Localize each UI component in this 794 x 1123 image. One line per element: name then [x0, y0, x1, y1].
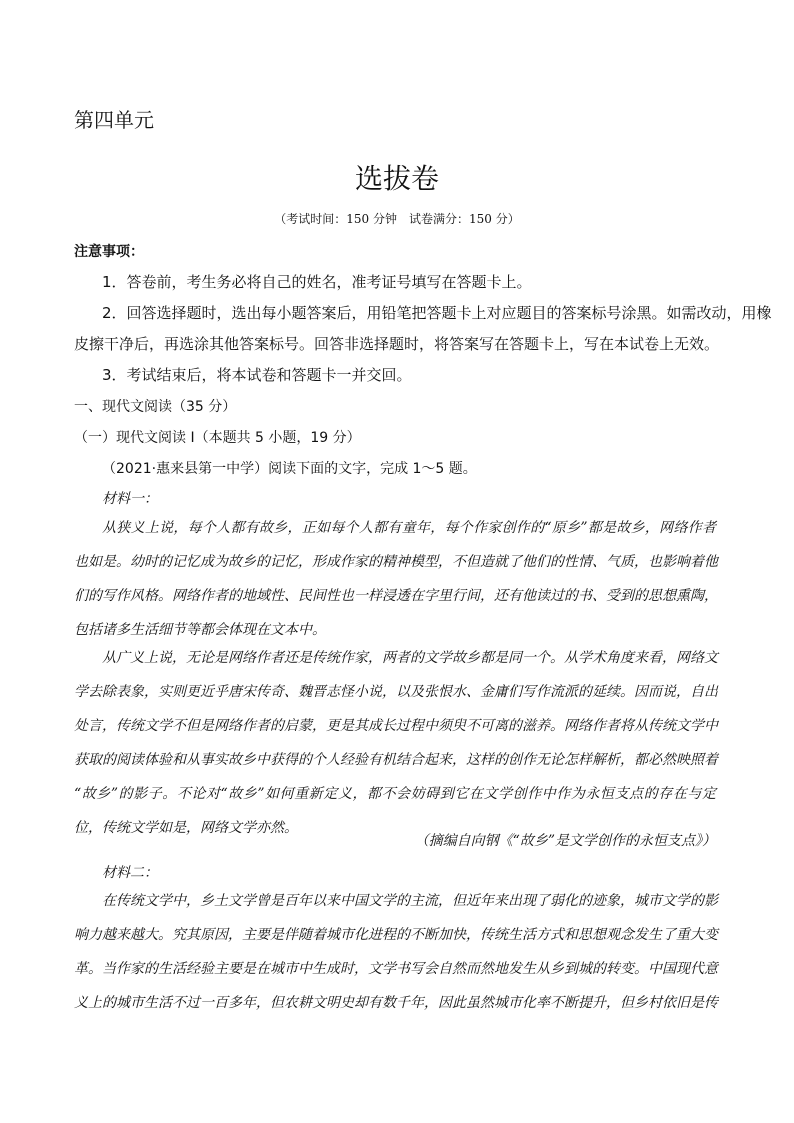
section-subheading: （一）现代文阅读 I（本题共 5 小题，19 分） [74, 430, 361, 446]
text-line: 处言，传统文学不但是网络作者的启蒙，更是其成长过程中须臾不可离的滋养。网络作者将从传统文学中 [74, 718, 718, 734]
material-label: 材料一： [102, 491, 158, 507]
source-citation: （摘编自向钢《“故乡”是文学创作的永恒支点》） [414, 833, 716, 849]
material2-paragraph [74, 884, 716, 1020]
text-line: 们的写作风格。网络作者的地域性、民间性也一样浸透在字里行间，还有他读过的书、受到的思想熏陶， [74, 588, 718, 604]
text-line: 学去除表象，实则更近乎唐宋传奇、魏晋志怪小说，以及张恨水、金庸们写作流派的延续。因而说，自出 [74, 684, 718, 700]
text-line: 包括诸多生活细节等都会体现在文本中。 [74, 622, 326, 638]
text-line: 革。当作家的生活经验主要是在城市中生成时，文学书写会自然而然地发生从乡到城的转变。中国现代意 [74, 961, 718, 977]
material1-paragraph [74, 511, 716, 647]
exam-info: （考试时间：150 分钟 试卷满分：150 分） [274, 212, 520, 226]
material-label: 材料二： [102, 865, 158, 881]
text-line: 在传统文学中，乡土文学曾是百年以来中国文学的主流，但近年来出现了弱化的迹象，城市文学的影 [102, 893, 718, 909]
text-line: 义上的城市生活不过一百多年，但农耕文明史却有数千年，因此虽然城市化率不断提升，但乡村依旧是传 [74, 995, 718, 1011]
text-line: 获取的阅读体验和从事实故乡中获得的个人经验有机结合起来，这样的创作无论怎样解析，都必然映照着 [74, 752, 718, 768]
text-line: 从广义上说，无论是网络作者还是传统作家，两者的文学故乡都是同一个。从学术角度来看，网络文 [102, 650, 718, 666]
section-heading: 一、现代文阅读（35 分） [74, 399, 237, 415]
material1-paragraph [74, 641, 716, 845]
text-line: “故乡”的影子。不论对“故乡”如何重新定义，都不会妨碍到它在文学创作中作为永恒支点的存在与定 [74, 786, 716, 802]
page-title: 选拔卷 [354, 162, 439, 195]
text-line: 响力越来越大。究其原因，主要是伴随着城市化进程的不断加快，传统生活方式和思想观念发生了重大变 [74, 927, 718, 943]
notes-heading: 注意事项： [74, 244, 144, 260]
text-line: 位，传统文学如是，网络文学亦然。 [74, 820, 298, 836]
text-line: 从狭义上说，每个人都有故乡，正如每个人都有童年，每个作家创作的“原乡”都是故乡，网络作者 [102, 520, 716, 536]
note-item: 2．回答选择题时，选出每小题答案后，用铅笔把答题卡上对应题目的答案标号涂黑。如需改动，用橡 [102, 304, 772, 322]
unit-label: 第四单元 [74, 108, 154, 132]
text-line: 也如是。幼时的记忆成为故乡的记忆，形成作家的精神模型，不但造就了他们的性情、气质，也影响着他 [74, 554, 718, 570]
note-item: 皮擦干净后，再选涂其他答案标号。回答非选择题时，将答案写在答题卡上，写在本试卷上无效。 [74, 335, 720, 353]
reading-instruction: （2021·惠来县第一中学）阅读下面的文字，完成 1～5 题。 [102, 461, 477, 477]
note-item: 1．答卷前，考生务必将自己的姓名，准考证号填写在答题卡上。 [102, 273, 532, 291]
note-item: 3．考试结束后，将本试卷和答题卡一并交回。 [102, 366, 412, 384]
